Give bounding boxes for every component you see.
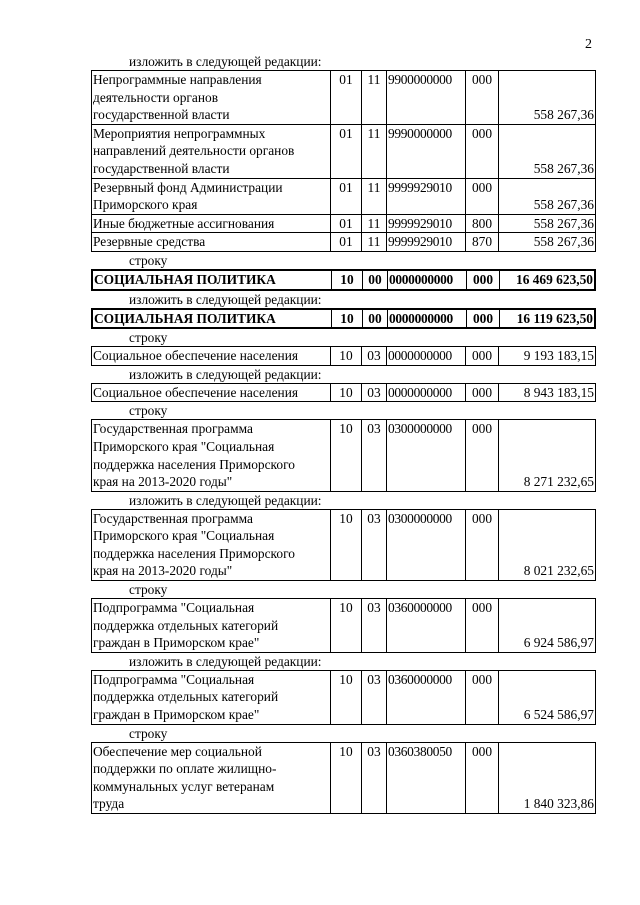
item-name-line: Приморского края "Социальная <box>93 528 275 544</box>
table-row <box>92 71 596 125</box>
item-name-cell <box>92 71 331 125</box>
section-code-cell: 01 <box>331 214 362 233</box>
subsection-code-cell: 03 <box>362 420 387 491</box>
table-row <box>92 270 595 290</box>
budget-table <box>91 308 596 330</box>
item-name-line: Приморского края <box>93 197 198 213</box>
expense-type-cell: 800 <box>466 214 499 233</box>
target-article-cell: 0000000000 <box>387 347 466 366</box>
item-name-line: Государственная программа <box>93 510 253 526</box>
section-code-cell: 10 <box>332 309 363 329</box>
item-name-line: поддержка отдельных категорий <box>93 617 279 633</box>
budget-table <box>91 509 596 581</box>
budget-table <box>91 670 596 725</box>
subsection-code-cell: 03 <box>362 599 387 653</box>
target-article-cell: 0000000000 <box>387 383 466 402</box>
subsection-code-cell: 11 <box>362 233 387 252</box>
item-name-line: Обеспечение мер социальной <box>93 743 262 759</box>
subsection-code-cell: 11 <box>362 124 387 178</box>
item-name-cell <box>92 214 331 233</box>
item-name-line: Иные бюджетные ассигнования <box>93 215 275 231</box>
amount-cell: 558 267,36 <box>499 178 596 214</box>
amount-cell: 8 021 232,65 <box>499 509 596 580</box>
note-amend-label: изложить в следующей редакции: <box>129 291 322 307</box>
amount-cell: 9 193 183,15 <box>499 347 596 366</box>
target-article-cell: 0360000000 <box>387 670 466 724</box>
expense-type-cell: 000 <box>466 599 499 653</box>
item-name-cell <box>92 309 332 329</box>
budget-table <box>91 419 596 491</box>
item-name-line: граждан в Приморском крае" <box>93 707 260 723</box>
note-amend-label: изложить в следующей редакции: <box>129 54 322 69</box>
item-name-cell <box>92 383 331 402</box>
item-name-cell <box>92 670 331 724</box>
item-name-line: поддержки по оплате жилищно- <box>93 761 277 777</box>
item-name-line: граждан в Приморском крае" <box>93 635 260 651</box>
subsection-code-cell: 03 <box>362 742 387 813</box>
item-name-line: края на 2013-2020 годы" <box>93 563 233 579</box>
section-code-cell: 01 <box>331 233 362 252</box>
section-code-cell: 10 <box>331 670 362 724</box>
subsection-code-cell: 00 <box>363 309 388 329</box>
target-article-cell: 0300000000 <box>387 420 466 491</box>
table-row <box>92 599 596 653</box>
item-name-line: труда <box>93 796 125 812</box>
subsection-code-cell: 03 <box>362 347 387 366</box>
target-article-cell: 9999929010 <box>387 233 466 252</box>
section-code-cell: 01 <box>331 124 362 178</box>
expense-type-cell: 000 <box>466 347 499 366</box>
subsection-code-cell: 03 <box>362 383 387 402</box>
target-article-cell: 0360380050 <box>387 742 466 813</box>
amount-cell: 8 943 183,15 <box>499 383 596 402</box>
item-name-line: Мероприятия непрограммных <box>93 125 266 141</box>
expense-type-cell: 000 <box>467 270 500 290</box>
budget-table <box>91 742 596 814</box>
item-name-cell <box>92 509 331 580</box>
item-name-line: направлений деятельности органов <box>93 143 295 159</box>
target-article-cell: 0300000000 <box>387 509 466 580</box>
item-name-line: Резервный фонд Администрации <box>93 179 283 195</box>
table-row <box>92 420 596 491</box>
target-article-cell: 0360000000 <box>387 599 466 653</box>
table-row <box>92 309 595 329</box>
note-row-label: строку <box>129 252 168 268</box>
amount-cell: 558 267,36 <box>499 214 596 233</box>
subsection-code-cell: 03 <box>362 670 387 724</box>
item-name-cell <box>92 599 331 653</box>
expense-type-cell: 000 <box>466 420 499 491</box>
expense-type-cell: 000 <box>466 71 499 125</box>
amount-cell: 558 267,36 <box>499 124 596 178</box>
table-row <box>92 509 596 580</box>
note-row-label: строку <box>129 582 168 598</box>
expense-type-cell: 000 <box>466 509 499 580</box>
target-article-cell: 9990000000 <box>387 124 466 178</box>
page-number: 2 <box>585 37 592 52</box>
expense-type-cell: 000 <box>467 309 500 329</box>
item-name-line: Резервные средства <box>93 234 206 250</box>
item-name-line: Социальное обеспечение населения <box>93 384 299 400</box>
item-name-cell <box>92 420 331 491</box>
note-row-label: строку <box>129 725 168 741</box>
table-row <box>92 178 596 214</box>
item-name-line: поддержка отдельных категорий <box>93 689 279 705</box>
item-name-line: Непрограммные направления <box>93 72 262 87</box>
expense-type-cell: 000 <box>466 742 499 813</box>
amount-cell: 6 924 586,97 <box>499 599 596 653</box>
table-row <box>92 214 596 233</box>
item-name-line: Приморского края "Социальная <box>93 438 275 454</box>
table-row <box>92 670 596 724</box>
item-name-cell <box>92 742 331 813</box>
table-row <box>92 124 596 178</box>
section-code-cell: 10 <box>331 383 362 402</box>
section-code-cell: 10 <box>331 347 362 366</box>
item-name-line: Государственная программа <box>93 421 253 437</box>
subsection-code-cell: 11 <box>362 214 387 233</box>
amount-cell: 1 840 323,86 <box>499 742 596 813</box>
subsection-code-cell: 11 <box>362 178 387 214</box>
expense-type-cell: 000 <box>466 383 499 402</box>
note-amend-label: изложить в следующей редакции: <box>129 366 322 382</box>
expense-type-cell: 000 <box>466 670 499 724</box>
amount-cell: 16 469 623,50 <box>500 270 596 290</box>
amount-cell: 16 119 623,50 <box>500 309 596 329</box>
subsection-code-cell: 03 <box>362 509 387 580</box>
note-row-label: строку <box>129 330 168 346</box>
target-article-cell: 0000000000 <box>388 270 467 290</box>
expense-type-cell: 000 <box>466 178 499 214</box>
target-article-cell: 9900000000 <box>387 71 466 125</box>
section-code-cell: 10 <box>331 599 362 653</box>
item-name-cell <box>92 347 331 366</box>
budget-table <box>91 70 596 252</box>
item-name-line: поддержка населения Приморского <box>93 456 295 472</box>
section-code-cell: 10 <box>332 270 363 290</box>
item-name-cell <box>92 124 331 178</box>
budget-table <box>91 346 596 366</box>
table-row <box>92 347 596 366</box>
item-name-line: края на 2013-2020 годы" <box>93 474 233 490</box>
amount-cell: 6 524 586,97 <box>499 670 596 724</box>
target-article-cell: 0000000000 <box>388 309 467 329</box>
table-row <box>92 383 596 402</box>
table-row <box>92 233 596 252</box>
amendment-document <box>91 53 596 814</box>
note-row-label: строку <box>129 403 168 419</box>
target-article-cell: 9999929010 <box>387 214 466 233</box>
item-name-line: деятельности органов <box>93 89 219 105</box>
item-name-line: государственной власти <box>93 107 230 123</box>
note-amend-label: изложить в следующей редакции: <box>129 653 322 669</box>
expense-type-cell: 870 <box>466 233 499 252</box>
amount-cell: 8 271 232,65 <box>499 420 596 491</box>
amount-cell: 558 267,36 <box>499 71 596 125</box>
budget-table <box>91 269 596 291</box>
expense-type-cell: 000 <box>466 124 499 178</box>
item-name-line: государственной власти <box>93 160 230 176</box>
section-code-cell: 01 <box>331 178 362 214</box>
item-name-line: СОЦИАЛЬНАЯ ПОЛИТИКА <box>94 271 276 287</box>
section-code-cell: 10 <box>331 509 362 580</box>
target-article-cell: 9999929010 <box>387 178 466 214</box>
table-row <box>92 742 596 813</box>
section-code-cell: 01 <box>331 71 362 125</box>
item-name-cell <box>92 233 331 252</box>
item-name-line: поддержка населения Приморского <box>93 545 295 561</box>
item-name-line: СОЦИАЛЬНАЯ ПОЛИТИКА <box>94 310 276 326</box>
note-amend-label: изложить в следующей редакции: <box>129 492 322 508</box>
item-name-cell <box>92 270 332 290</box>
item-name-line: Подпрограмма "Социальная <box>93 600 255 616</box>
budget-table <box>91 598 596 653</box>
item-name-line: Социальное обеспечение населения <box>93 348 299 364</box>
amount-cell: 558 267,36 <box>499 233 596 252</box>
item-name-cell <box>92 178 331 214</box>
section-code-cell: 10 <box>331 420 362 491</box>
item-name-line: коммунальных услуг ветеранам <box>93 778 275 794</box>
subsection-code-cell: 11 <box>362 71 387 125</box>
item-name-line: Подпрограмма "Социальная <box>93 671 255 687</box>
subsection-code-cell: 00 <box>363 270 388 290</box>
section-code-cell: 10 <box>331 742 362 813</box>
budget-table <box>91 383 596 403</box>
